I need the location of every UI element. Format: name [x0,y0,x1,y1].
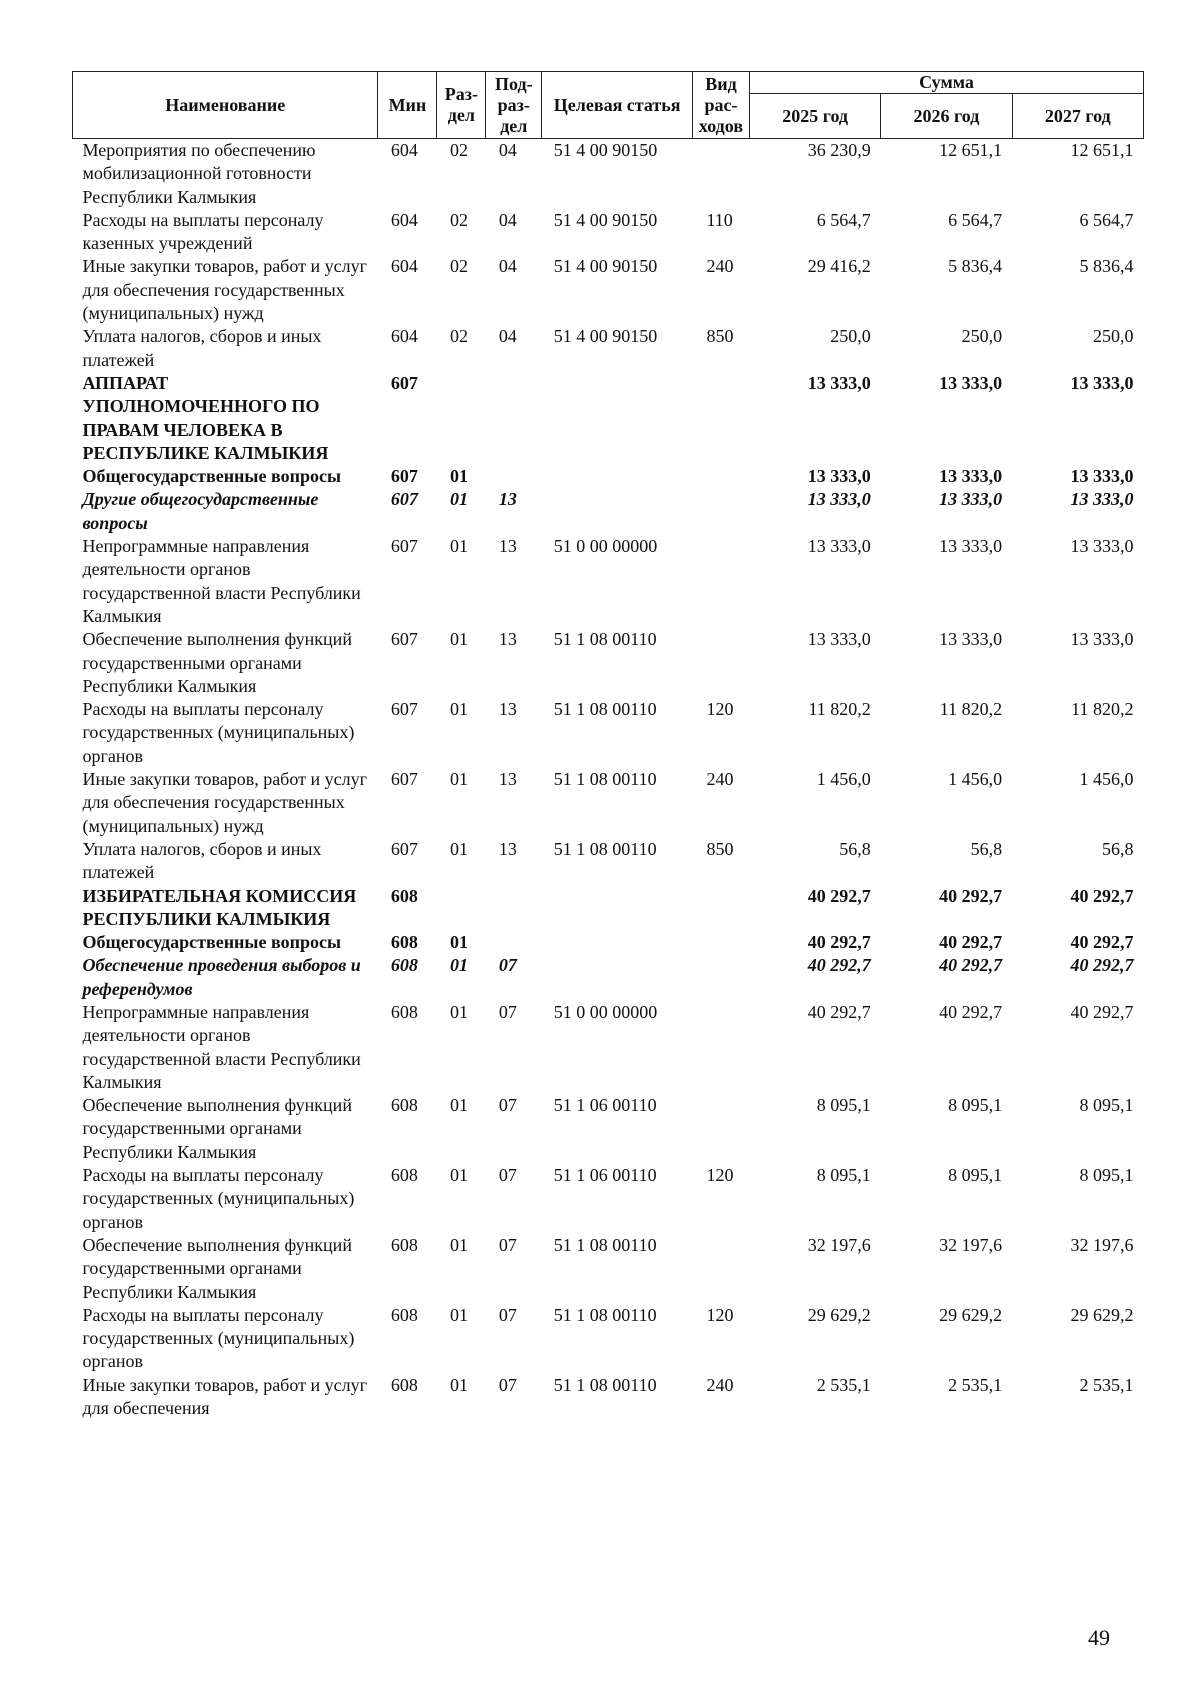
table-body [73,139,1144,1421]
cell-y2027: 13 333,0 [1070,489,1134,510]
cell-y2026: 13 333,0 [939,372,1003,393]
header-year-2025: 2025 год [749,94,880,139]
cell-min: 607 [390,489,418,510]
cell-cs: 51 1 08 00110 [553,1304,657,1325]
cell-razdel: 01 [449,1165,468,1186]
cell-podrazdel: 07 [498,955,517,976]
cell-vid: 120 [706,1165,734,1186]
cell-y2027: 2 535,1 [1079,1374,1134,1395]
cell-y2025: 13 333,0 [807,489,871,510]
cell-y2025: 13 333,0 [807,536,871,557]
cell-y2026: 1 456,0 [948,769,1003,790]
cell-cs [542,931,693,954]
cell-podrazdel: 04 [498,256,517,277]
header-razdel: Раз-дел [437,72,486,139]
cell-y2026: 13 333,0 [939,629,1003,650]
cell-vid: 240 [706,769,734,790]
cell-razdel: 01 [449,489,468,510]
cell-y2027: 1 456,0 [1079,769,1134,790]
cell-name: Обеспечение выполнения функций государственными органами Республики Калмыкия [82,629,352,696]
cell-cs: 51 4 00 90150 [553,209,658,230]
cell-razdel: 01 [449,955,468,976]
cell-podrazdel: 07 [498,1001,517,1022]
cell-y2027: 8 095,1 [1079,1165,1134,1186]
cell-cs [542,372,693,465]
cell-y2026: 13 333,0 [939,489,1003,510]
cell-vid [692,465,749,488]
cell-cs [542,465,693,488]
cell-min: 608 [390,932,418,953]
cell-podrazdel: 07 [498,1374,517,1395]
cell-name: Расходы на выплаты персоналу государственных (муниципальных) органов [82,699,355,766]
cell-min: 604 [390,256,418,277]
cell-min: 604 [390,209,418,230]
cell-vid: 240 [706,1374,734,1395]
cell-y2025: 13 333,0 [807,372,871,393]
cell-cs: 51 1 08 00110 [553,699,657,720]
cell-y2026: 8 095,1 [948,1165,1003,1186]
cell-min: 607 [390,629,418,650]
cell-y2027: 32 197,6 [1070,1234,1134,1255]
cell-name: Обеспечение выполнения функций государственными органами Республики Калмыкия [82,1095,352,1162]
cell-vid: 850 [706,326,734,347]
cell-y2025: 250,0 [830,326,871,347]
header-min: Мин [378,72,437,139]
cell-y2027: 56,8 [1102,838,1134,859]
cell-cs [542,954,693,1001]
cell-name: Уплата налогов, сборов и иных платежей [82,838,322,883]
cell-name: Обеспечение выполнения функций государственными органами Республики Калмыкия [82,1234,352,1302]
cell-cs: 51 4 00 90150 [553,256,658,277]
cell-razdel: 01 [449,536,468,557]
cell-podrazdel: 13 [498,489,517,510]
cell-name: Расходы на выплаты персоналу государственных (муниципальных) органов [82,1165,355,1232]
table-row [73,255,1144,325]
cell-y2027: 250,0 [1093,326,1134,347]
cell-y2025: 40 292,7 [807,1001,871,1022]
cell-cs: 51 1 08 00110 [553,1234,657,1255]
cell-razdel: 01 [449,1001,468,1022]
header-podrazdel: Под-раз-дел [486,72,542,139]
table-row [73,1234,1144,1304]
cell-cs: 51 1 08 00110 [553,838,657,859]
header-vid-rashodov: Вид рас-ходов [692,72,749,139]
cell-razdel: 01 [449,769,468,790]
cell-cs: 51 1 08 00110 [553,769,657,790]
table-header [73,72,1144,139]
table-row [73,139,1144,209]
cell-y2027: 8 095,1 [1079,1095,1134,1116]
cell-y2025: 8 095,1 [816,1165,871,1186]
cell-razdel: 01 [449,1234,468,1255]
cell-y2025: 2 535,1 [816,1374,871,1395]
cell-razdel: 02 [449,256,468,277]
cell-y2027: 13 333,0 [1070,629,1134,650]
cell-y2027: 13 333,0 [1070,372,1134,393]
cell-razdel: 01 [449,466,468,487]
cell-min: 608 [390,885,418,906]
cell-vid [692,885,749,932]
cell-cs: 51 1 08 00110 [553,629,657,650]
cell-y2025: 29 629,2 [807,1304,871,1325]
table-row [73,1304,1144,1374]
cell-y2026: 40 292,7 [939,885,1003,906]
cell-y2025: 1 456,0 [816,769,871,790]
cell-y2025: 13 333,0 [807,629,871,650]
cell-razdel: 01 [449,1374,468,1395]
cell-cs: 51 0 00 00000 [553,1001,658,1022]
cell-podrazdel [486,372,542,465]
cell-y2026: 29 629,2 [939,1304,1003,1325]
cell-vid [692,1001,749,1094]
cell-vid [692,488,749,535]
cell-y2027: 40 292,7 [1070,1001,1134,1022]
cell-podrazdel: 04 [498,209,517,230]
cell-razdel: 01 [449,838,468,859]
cell-name: Расходы на выплаты персоналу казенных учреждений [82,209,324,254]
cell-min: 607 [390,536,418,557]
cell-cs [542,885,693,932]
cell-name: Иные закупки товаров, работ и услуг для обеспечения [82,1374,367,1419]
cell-name: Общегосударственные вопросы [82,932,341,953]
table-row [73,628,1144,698]
header-year-2026: 2026 год [881,94,1012,139]
cell-y2025: 40 292,7 [807,955,871,976]
cell-podrazdel [486,885,542,932]
cell-min: 608 [390,1095,418,1116]
cell-min: 608 [390,955,418,976]
cell-cs [542,488,693,535]
cell-vid [692,931,749,954]
cell-min: 604 [390,140,418,160]
cell-y2027: 13 333,0 [1070,466,1134,487]
page-number: 49 [1088,1625,1110,1650]
cell-y2027: 40 292,7 [1070,955,1134,976]
cell-y2026: 2 535,1 [948,1374,1003,1395]
cell-y2027: 40 292,7 [1070,932,1134,953]
cell-name: Мероприятия по обеспечению мобилизационной готовности Республики Калмыкия [82,140,316,207]
cell-y2026: 13 333,0 [939,466,1003,487]
cell-podrazdel: 13 [498,838,517,859]
cell-cs: 51 1 06 00110 [553,1165,657,1186]
cell-y2026: 11 820,2 [939,699,1003,720]
cell-vid: 850 [706,838,734,859]
cell-name: Обеспечение проведения выборов и референдумов [82,955,361,999]
cell-y2025: 13 333,0 [807,466,871,487]
cell-y2027: 29 629,2 [1070,1304,1134,1325]
table-row [73,535,1144,628]
cell-cs: 51 4 00 90150 [553,140,658,160]
cell-podrazdel: 13 [498,629,517,650]
cell-y2027: 11 820,2 [1071,699,1134,720]
cell-min: 608 [390,1374,418,1395]
cell-razdel: 01 [449,932,468,953]
cell-y2026: 6 564,7 [948,209,1003,230]
cell-vid [692,372,749,465]
cell-y2025: 40 292,7 [807,932,871,953]
cell-y2026: 40 292,7 [939,1001,1003,1022]
cell-vid [692,954,749,1001]
cell-vid: 120 [706,1304,734,1325]
cell-vid [692,535,749,628]
header-cel-statya: Целевая статья [542,72,693,139]
table-row [73,1164,1144,1234]
cell-name: ИЗБИРАТЕЛЬНАЯ КОМИССИЯ РЕСПУБЛИКИ КАЛМЫКИЯ [82,885,357,929]
cell-vid [692,139,749,209]
cell-min: 604 [390,326,418,347]
table-row [73,838,1144,885]
cell-min: 607 [390,699,418,720]
header-summa: Сумма [749,72,1143,94]
cell-y2027: 6 564,7 [1079,209,1134,230]
cell-y2026: 56,8 [970,838,1003,859]
cell-razdel: 02 [449,209,468,230]
cell-y2025: 11 820,2 [808,699,871,720]
cell-y2025: 8 095,1 [816,1095,871,1116]
cell-min: 607 [390,769,418,790]
cell-y2026: 32 197,6 [939,1234,1003,1255]
cell-vid [692,628,749,698]
cell-podrazdel: 07 [498,1234,517,1255]
cell-podrazdel: 07 [498,1304,517,1325]
table-row [73,209,1144,256]
header-name: Наименование [73,72,378,139]
table-row [73,465,1144,488]
cell-y2025: 29 416,2 [807,256,871,277]
header-year-2027: 2027 год [1012,94,1143,139]
cell-razdel: 02 [449,140,468,160]
table-row [73,1094,1144,1164]
cell-y2027: 12 651,1 [1070,140,1134,160]
table-row [73,1374,1144,1421]
table-row [73,1001,1144,1094]
cell-name: Общегосударственные вопросы [82,466,341,487]
cell-name: Расходы на выплаты персоналу государственных (муниципальных) органов [82,1304,355,1372]
cell-name: Непрограммные направления деятельности органов государственной власти Республики Калмыкия [82,1001,361,1092]
cell-razdel: 01 [449,1304,468,1325]
cell-razdel: 01 [449,629,468,650]
cell-cs: 51 1 06 00110 [553,1095,657,1116]
cell-podrazdel: 04 [498,326,517,347]
cell-razdel [437,372,486,465]
cell-min: 607 [390,466,418,487]
cell-y2027: 40 292,7 [1070,885,1134,906]
cell-y2026: 250,0 [961,326,1003,347]
cell-cs: 51 1 08 00110 [553,1374,657,1395]
cell-podrazdel: 07 [498,1165,517,1186]
cell-y2026: 12 651,1 [939,140,1003,160]
table-row [73,372,1144,465]
cell-razdel [437,885,486,932]
table-row [73,488,1144,535]
cell-name: АППАРАТ УПОЛНОМОЧЕННОГО ПО ПРАВАМ ЧЕЛОВЕКА В РЕСПУБЛИКЕ КАЛМЫКИЯ [82,372,329,463]
cell-y2026: 5 836,4 [948,256,1003,277]
cell-podrazdel [486,931,542,954]
cell-name: Непрограммные направления деятельности органов государственной власти Республики Калмыкия [82,536,361,626]
cell-y2026: 40 292,7 [939,955,1003,976]
cell-min: 607 [390,838,418,859]
cell-razdel: 01 [449,1095,468,1116]
table-row [73,885,1144,932]
cell-y2026: 13 333,0 [939,536,1003,557]
cell-podrazdel: 13 [498,536,517,557]
cell-y2025: 56,8 [839,838,871,859]
cell-vid: 110 [706,209,733,230]
table-row [73,954,1144,1001]
cell-podrazdel: 13 [498,699,517,720]
cell-vid: 120 [706,699,734,720]
table-row [73,325,1144,372]
cell-min: 608 [390,1001,418,1022]
table-row [73,698,1144,768]
cell-min: 608 [390,1304,418,1325]
cell-y2025: 40 292,7 [807,885,871,906]
cell-y2026: 40 292,7 [939,932,1003,953]
cell-razdel: 01 [449,699,468,720]
cell-name: Уплата налогов, сборов и иных платежей [82,326,322,370]
cell-podrazdel: 07 [498,1095,517,1116]
cell-y2025: 6 564,7 [816,209,871,230]
cell-vid: 240 [706,256,734,277]
cell-razdel: 02 [449,326,468,347]
cell-min: 608 [390,1234,418,1255]
cell-podrazdel: 13 [498,769,517,790]
cell-name: Иные закупки товаров, работ и услуг для обеспечения государственных (муниципальных) нужд [82,769,367,836]
cell-vid [692,1234,749,1304]
cell-cs: 51 0 00 00000 [553,536,658,557]
cell-y2027: 5 836,4 [1079,256,1134,277]
cell-cs: 51 4 00 90150 [553,326,658,347]
table-row [73,768,1144,838]
cell-y2026: 8 095,1 [948,1095,1003,1116]
cell-name: Иные закупки товаров, работ и услуг для обеспечения государственных (муниципальных) нужд [82,256,367,324]
cell-name: Другие общегосударственные вопросы [82,489,319,533]
cell-y2027: 13 333,0 [1070,536,1134,557]
cell-podrazdel: 04 [498,140,517,160]
cell-y2025: 36 230,9 [807,140,871,160]
cell-min: 608 [390,1165,418,1186]
table-row [73,931,1144,954]
cell-podrazdel [486,465,542,488]
budget-table [72,71,1144,1420]
cell-vid [692,1094,749,1164]
cell-min: 607 [390,372,418,393]
cell-y2025: 32 197,6 [807,1234,871,1255]
